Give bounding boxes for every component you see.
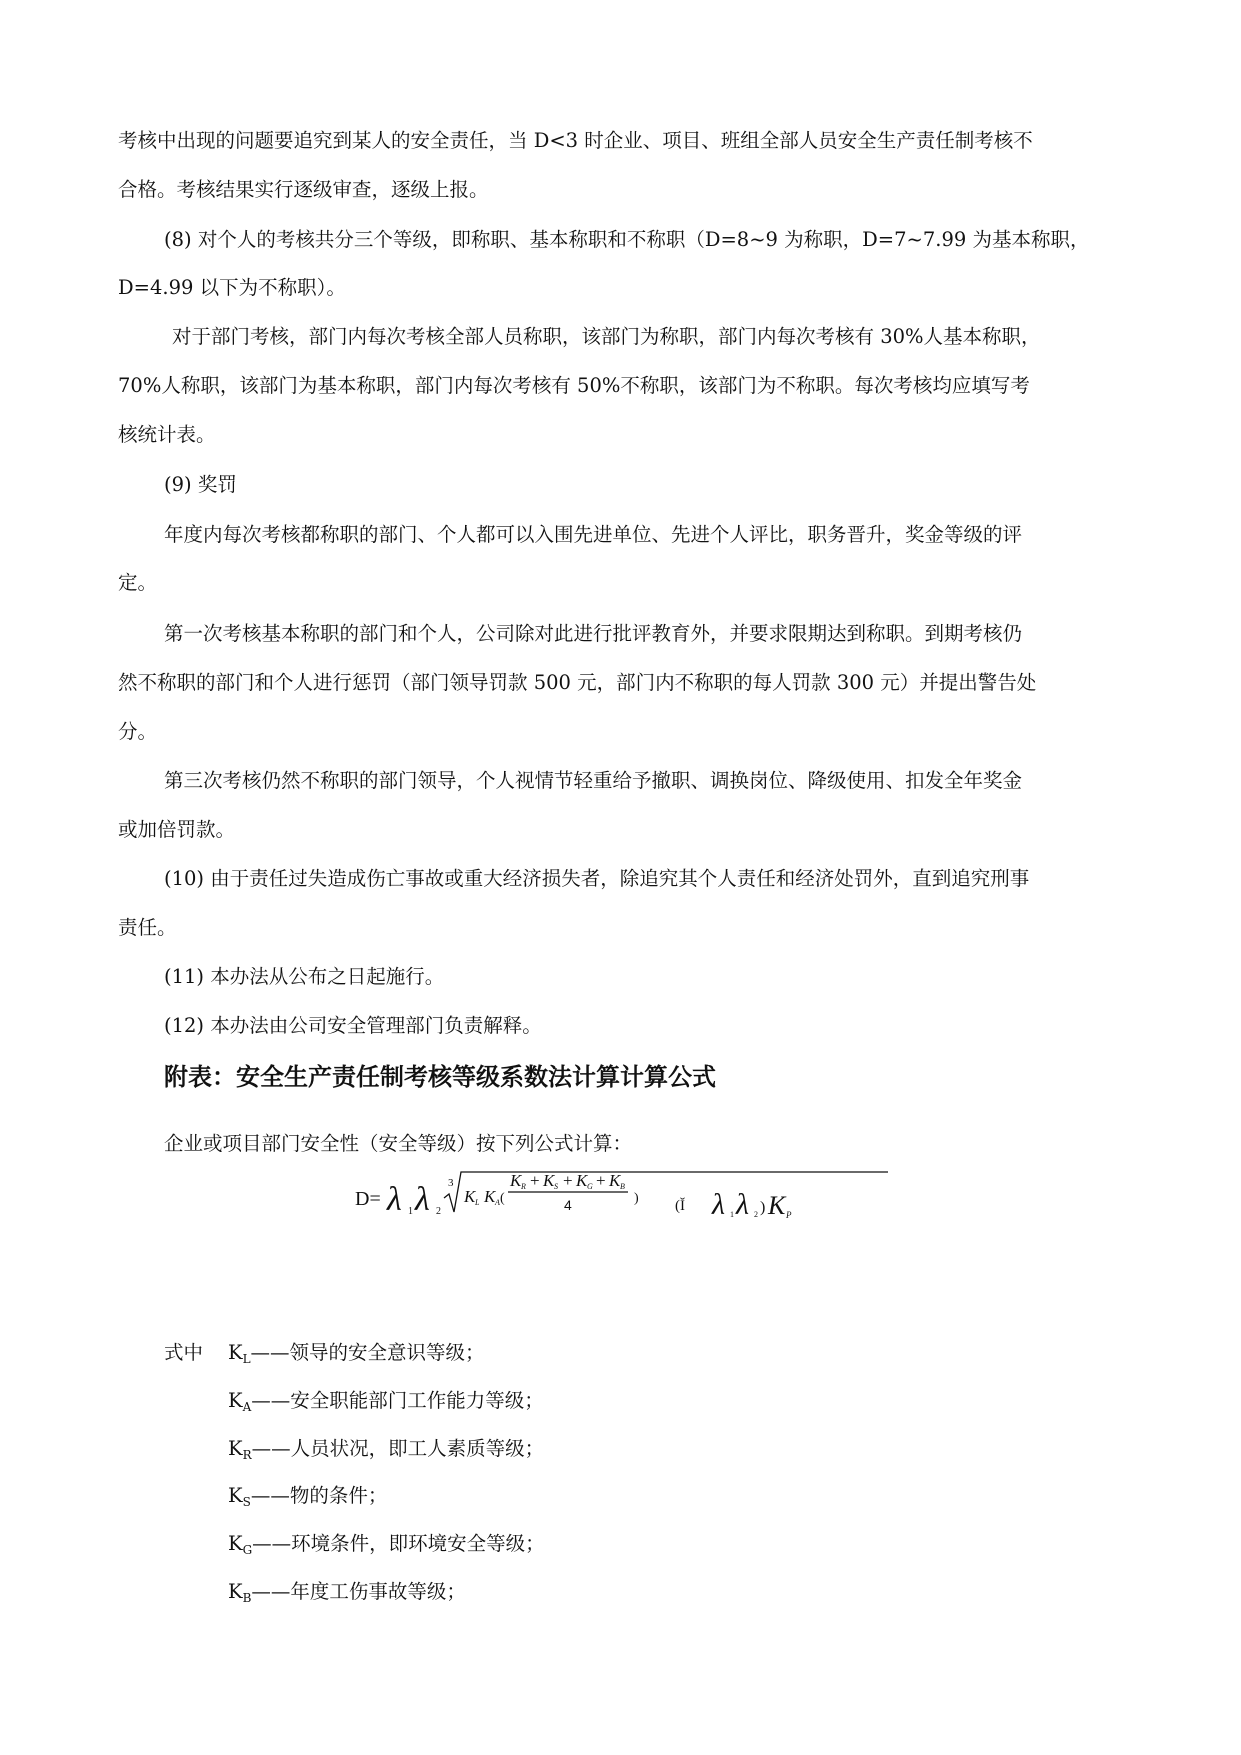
paragraph-line: 对于部门考核，部门内每次考核全部人员称职，该部门为称职，部门内每次考核有 30%人基本称职，: [172, 325, 1041, 348]
paragraph-line: 责任。: [118, 916, 177, 939]
formula-plus: +: [563, 1171, 573, 1190]
lambda-subscript: 2: [754, 1210, 758, 1219]
formula-graphic: [340, 1160, 900, 1240]
formula-k: K: [543, 1171, 555, 1190]
appendix-heading: 附表：安全生产责任制考核等级系数法计算计算公式: [164, 1063, 716, 1091]
definition-text: ——人员状况，即工人素质等级；: [251, 1437, 545, 1460]
formula-k: K: [464, 1187, 476, 1206]
paragraph-line: (12) 本办法由公司安全管理部门负责解释。: [164, 1014, 542, 1037]
definition-text: ——年度工伤事故等级；: [251, 1580, 466, 1603]
root-index: 3: [448, 1177, 454, 1189]
definition-text: ——领导的安全意识等级；: [250, 1341, 485, 1364]
paragraph-line: (10) 由于责任过失造成伤亡事故或重大经济损失者，除追究其个人责任和经济处罚外，直到追究刑事: [164, 867, 1030, 890]
formula-lhs: D=: [355, 1188, 381, 1210]
definition-text: ——环境条件，即环境安全等级；: [252, 1532, 545, 1555]
definitions-lead: 式中: [164, 1341, 204, 1364]
formula-denominator: 4: [564, 1197, 572, 1213]
lambda-symbol: λ: [387, 1181, 402, 1218]
definition-subscript: B: [242, 1591, 252, 1605]
paragraph-line: (11) 本办法从公布之日起施行。: [164, 965, 445, 988]
lambda-subscript: 1: [730, 1210, 734, 1219]
definition-item: [228, 1579, 466, 1611]
formula-k-subscript: L: [475, 1198, 480, 1207]
formula-paren: ): [760, 1199, 766, 1216]
safety-formula: [340, 1160, 900, 1240]
definition-symbol: K: [228, 1437, 243, 1460]
formula-k-subscript: B: [620, 1182, 625, 1191]
paragraph-line: D=4.99 以下为不称职）。: [118, 276, 346, 299]
definition-symbol: K: [228, 1532, 243, 1555]
formula-k: K: [609, 1171, 621, 1190]
paragraph-line: 定。: [118, 571, 158, 594]
paragraph-line: 合格。考核结果实行逐级审查，逐级上报。: [118, 178, 489, 201]
definition-item: [228, 1436, 544, 1468]
paragraph-line: (8) 对个人的考核共分三个等级，即称职、基本称职和不称职（D=8~9 为称职，D=7~7.99 为基本称职，: [164, 228, 1090, 251]
paragraph-line: (9) 奖罚: [164, 473, 237, 496]
lambda-symbol: λ: [415, 1181, 430, 1218]
formula-paren: ): [634, 1191, 639, 1206]
definition-text: ——安全职能部门工作能力等级；: [251, 1389, 544, 1412]
formula-k: K: [484, 1187, 496, 1206]
definition-symbol: K: [228, 1389, 243, 1412]
formula-paren: (: [500, 1191, 505, 1206]
formula-k: K: [510, 1171, 522, 1190]
formula-k: K: [576, 1171, 588, 1190]
definition-subscript: L: [242, 1352, 251, 1366]
paragraph-line: 分。: [118, 720, 158, 743]
formula-k-subscript: A: [495, 1198, 500, 1207]
formula-plus: +: [530, 1171, 540, 1190]
definition-item: [228, 1340, 485, 1372]
formula-k-subscript: P: [786, 1210, 792, 1220]
formula-symbol: (Ĭ: [675, 1198, 685, 1214]
definition-item: [228, 1388, 544, 1420]
paragraph-line: 考核中出现的问题要追究到某人的安全责任，当 D<3 时企业、项目、班组全部人员安全生产责任制考核不: [118, 129, 1033, 152]
formula-k-subscript: R: [521, 1182, 526, 1191]
paragraph-line: 然不称职的部门和个人进行惩罚（部门领导罚款 500 元，部门内不称职的每人罚款 300 元）并提出警告处: [118, 671, 1037, 694]
definition-item: [228, 1531, 545, 1563]
definition-item: [228, 1483, 387, 1515]
paragraph-line: 第三次考核仍然不称职的部门领导，个人视情节轻重给予撤职、调换岗位、降级使用、扣发全年奖金: [164, 769, 1023, 792]
lambda-symbol: λ: [736, 1188, 749, 1221]
definition-text: ——物的条件；: [250, 1484, 388, 1507]
formula-plus: +: [596, 1171, 606, 1190]
lambda-symbol: λ: [712, 1188, 725, 1221]
paragraph-line: 核统计表。: [118, 423, 216, 446]
definition-symbol: K: [228, 1484, 243, 1507]
definition-subscript: G: [242, 1543, 253, 1557]
formula-k: K: [768, 1191, 786, 1220]
paragraph-line: 或加倍罚款。: [118, 818, 236, 841]
paragraph-line: 年度内每次考核都称职的部门、个人都可以入围先进单位、先进个人评比，职务晋升，奖金等级的评: [164, 523, 1023, 546]
lambda-subscript: 2: [436, 1206, 441, 1217]
definition-symbol: K: [228, 1580, 243, 1603]
formula-intro: 企业或项目部门安全性（安全等级）按下列公式计算：: [164, 1132, 633, 1155]
definition-subscript: A: [242, 1400, 252, 1414]
formula-k-subscript: G: [587, 1182, 593, 1191]
definition-subscript: S: [242, 1495, 251, 1509]
paragraph-line: 70%人称职，该部门为基本称职，部门内每次考核有 50%不称职，该部门为不称职。每次考核均应填写考: [118, 374, 1030, 397]
definition-symbol: K: [228, 1341, 243, 1364]
paragraph-line: 第一次考核基本称职的部门和个人，公司除对此进行批评教育外，并要求限期达到称职。到期考核仍: [164, 622, 1023, 645]
formula-k-subscript: S: [554, 1182, 558, 1191]
lambda-subscript: 1: [408, 1206, 413, 1217]
definition-subscript: R: [242, 1448, 252, 1462]
